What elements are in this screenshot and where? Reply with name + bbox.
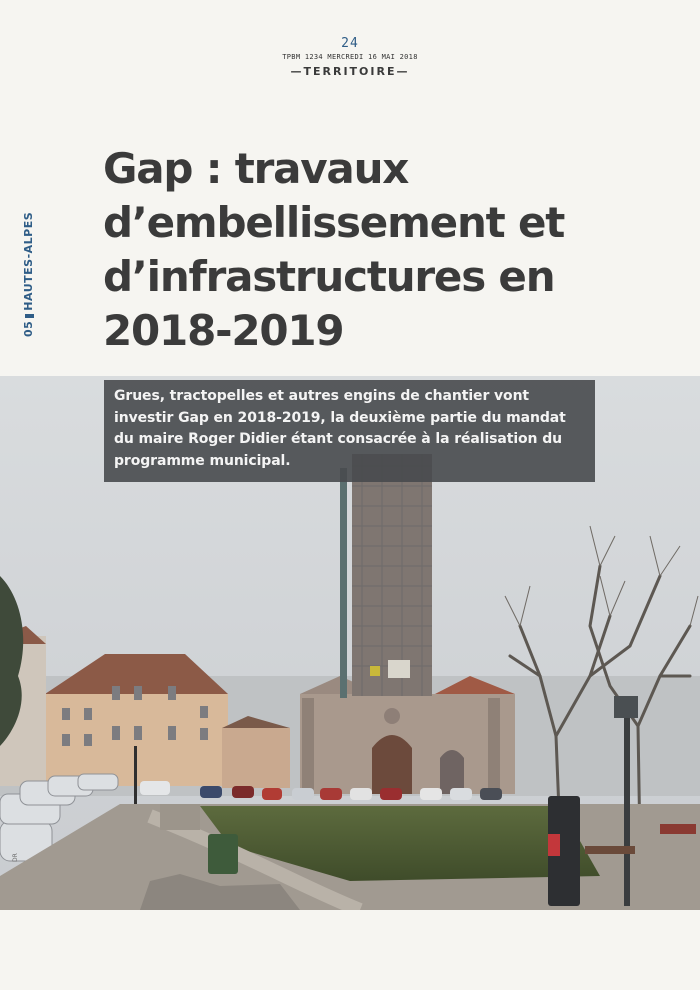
department-number: 05 (22, 320, 35, 337)
photo-credit: DR (12, 853, 19, 862)
page-header (0, 36, 700, 78)
department-name: HAUTES-ALPES (22, 211, 35, 311)
article-lead: Grues, tractopelles et autres engins de chantier vont investir Gap en 2018-2019, la deuxième partie du mandat du maire Roger Didier étant consacrée à la réalisation du programme municipal. (104, 380, 595, 482)
department-tab (10, 211, 50, 345)
publication-info: TPBM 1234 MERCREDI 16 MAI 2018 (282, 53, 418, 61)
section-label: —TERRITOIRE— (290, 65, 410, 78)
page-number: 24 (341, 36, 359, 51)
article-title: Gap : travaux d’embellissement et d’infrastructures en 2018-2019 (103, 144, 565, 355)
department-divider (25, 314, 34, 318)
